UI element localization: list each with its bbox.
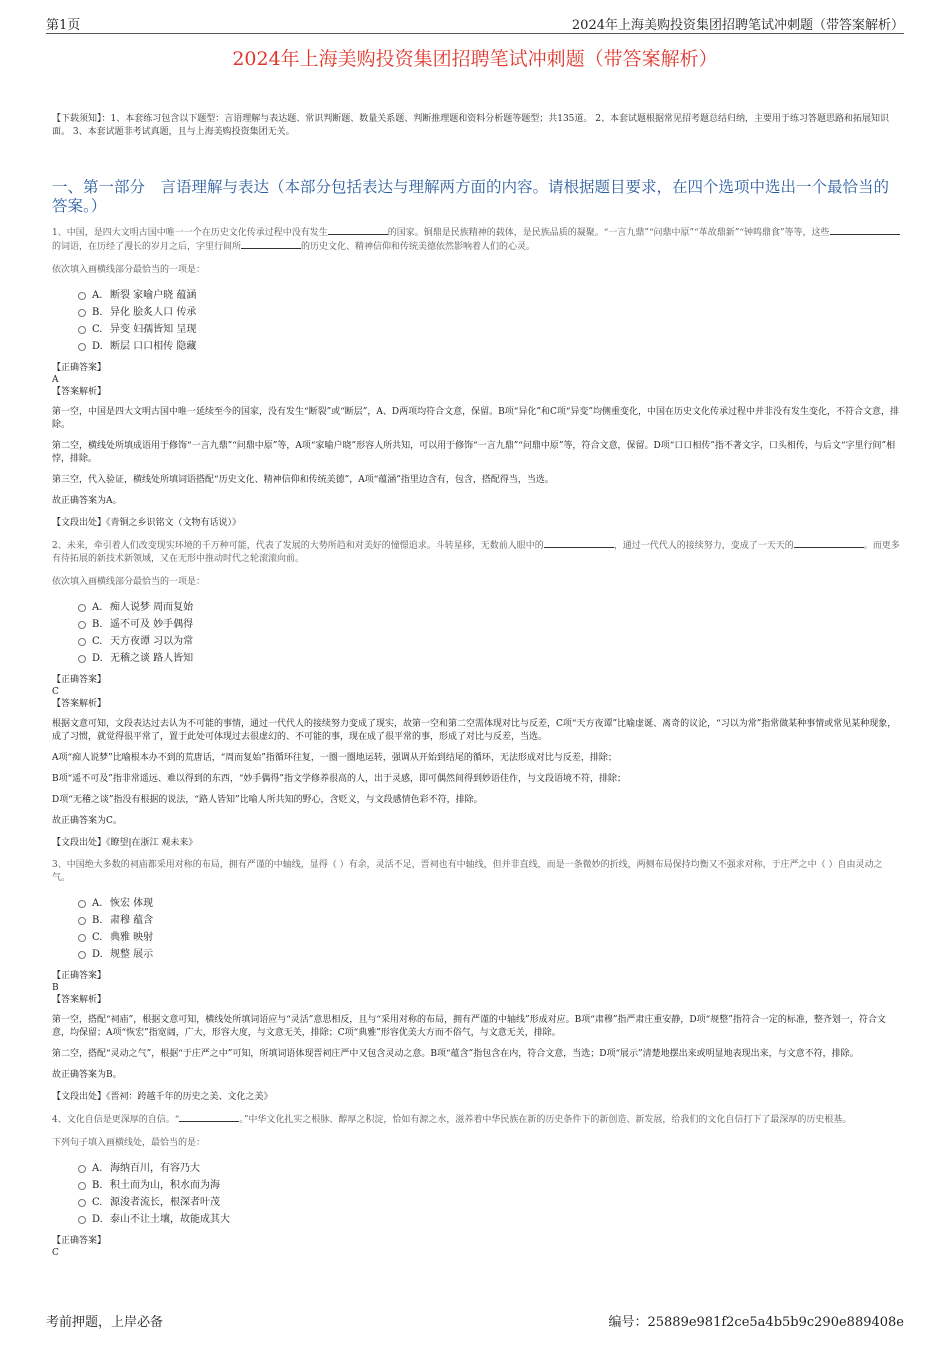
option-list xyxy=(78,895,900,963)
analysis-paragraph: 第一空，中国是四大文明古国中唯一延续至今的国家，没有发生“断裂”或“断层”，A、D两项均符合文意，保留。B项“异化”和C项“异变”均侧重变化，中国在历史文化传承过程中并非没有发生变化，不符合文意，排除。 xyxy=(52,407,900,430)
analysis-paragraph: D项“无稽之谈”指没有根据的说法，“路人皆知”比喻人所共知的野心，含贬义，与文段感情色彩不符，排除。 xyxy=(52,795,483,805)
question-text-part: 的历史文化、精神信仰和传统美德依然影响着人们的心灵。 xyxy=(301,242,536,252)
option-c[interactable] xyxy=(78,1194,900,1211)
option-text: 异化 脍炙人口 传承 xyxy=(110,307,197,318)
question-text xyxy=(52,859,900,885)
option-letter: B. xyxy=(92,915,103,926)
option-d[interactable] xyxy=(78,650,900,667)
correct-answer-label: 【正确答案】 xyxy=(52,675,107,685)
radio-icon[interactable] xyxy=(78,900,86,908)
option-a[interactable] xyxy=(78,287,900,304)
question-text-part: 1、中国，是四大文明古国中唯一一个在历史文化传承过程中没有发生 xyxy=(52,228,328,238)
analysis-paragraph: 故正确答案为B。 xyxy=(52,1070,122,1080)
download-notice: 【下载须知】：1、本套练习包含以下题型：言语理解与表达题、常识判断题、数量关系题、判断推理题和资料分析题等题型；共135道。 2、本套试题根据常见招考题总结归纳，主要用于练习答题思路和拓展知识面。 3、本套试题非考试真题，且与上海美购投资集团无关。 xyxy=(52,114,889,137)
radio-icon[interactable] xyxy=(78,1182,86,1190)
option-letter: C. xyxy=(92,636,103,647)
analysis-paragraph: B项“遥不可及”指非常遥远、难以得到的东西，“妙手偶得”指文学修养很高的人，出于灵感，即可偶然间得到妙语佳作，与文段语境不符，排除； xyxy=(52,774,627,784)
source-citation: 【文段出处】《青铜之乡识铭文（文物有话说）》 xyxy=(52,518,242,528)
document-title: 2024年上海美购投资集团招聘笔试冲刺题（带答案解析） xyxy=(232,48,718,70)
radio-icon[interactable] xyxy=(78,326,86,334)
radio-icon[interactable] xyxy=(78,951,86,959)
option-text: 规整 展示 xyxy=(110,949,154,960)
analysis-paragraph: 故正确答案为C。 xyxy=(52,816,122,826)
option-b[interactable] xyxy=(78,912,900,929)
radio-icon[interactable] xyxy=(78,604,86,612)
option-list xyxy=(78,1160,900,1228)
option-a[interactable] xyxy=(78,599,900,616)
option-text: 无稽之谈 路人皆知 xyxy=(110,653,194,664)
option-text: 天方夜谭 习以为常 xyxy=(110,636,194,647)
section-heading: 一、第一部分 言语理解与表达（本部分包括表达与理解两方面的内容。请根据题目要求，在四个选项中选出一个最恰当的答案。） xyxy=(52,178,890,215)
question-prompt: 依次填入画横线部分最恰当的一项是： xyxy=(52,265,206,275)
analysis-paragraph: 第三空，代入验证，横线处所填词语搭配“历史文化、精神信仰和传统美德”，A项“蕴涵”指里边含有，包含，搭配得当，当选。 xyxy=(52,475,554,485)
analysis-paragraph: 故正确答案为A。 xyxy=(52,496,122,506)
option-text: 泰山不让土壤，故能成其大 xyxy=(110,1214,230,1225)
analysis-label: 【答案解析】 xyxy=(52,699,107,709)
question-text xyxy=(52,539,900,566)
question-text-part: 4、文化自信是更深厚的自信。“ xyxy=(52,1115,180,1125)
answer-blank xyxy=(830,226,900,235)
option-text: 肃穆 蕴含 xyxy=(110,915,154,926)
option-d[interactable] xyxy=(78,1211,900,1228)
option-text: 恢宏 体现 xyxy=(110,898,154,909)
question-text-part: 3、中国绝大多数的祠庙都采用对称的布局，拥有严谨的中轴线，显得（ ）有余，灵活不足，晋祠也有中轴线，但并非直线，而是一条微妙的折线，两侧布局保持均衡又不强求对称，于庄严之中（ ）自由灵动之气。 xyxy=(52,860,883,883)
question-list xyxy=(52,226,900,1259)
option-a[interactable] xyxy=(78,895,900,912)
option-text: 异变 妇孺皆知 呈现 xyxy=(110,324,197,335)
radio-icon[interactable] xyxy=(78,655,86,663)
correct-answer-label: 【正确答案】 xyxy=(52,971,107,981)
header-doc-title: 2024年上海美购投资集团招聘笔试冲刺题（带答案解析） xyxy=(571,18,904,33)
analysis-paragraph: 第一空，搭配“祠庙”，根据文意可知，横线处所填词语应与“灵活”意思相反，且与“采用对称的布局，拥有严谨的中轴线”形成对应。B项“肃穆”指严肃庄重安静，D项“规整”指符合一定的标准，整齐划一，符合文意，均保留；A项“恢宏”指宽阔，广大，形容大度，与文意无关，排除；C项“典雅”形容优美大方而不俗气，与文意无关，排除。 xyxy=(52,1015,886,1038)
answer-blank xyxy=(544,539,614,548)
option-c[interactable] xyxy=(78,929,900,946)
radio-icon[interactable] xyxy=(78,1199,86,1207)
radio-icon[interactable] xyxy=(78,1165,86,1173)
option-letter: C. xyxy=(92,1197,103,1208)
question-1 xyxy=(52,226,900,530)
correct-answer-label: 【正确答案】 xyxy=(52,1236,107,1246)
question-text-part: 2、未来，牵引着人们改变现实环境的千万种可能，代表了发展的大势所趋和对美好的憧憬追求。斗转星移，无数前人眼中的 xyxy=(52,541,544,551)
radio-icon[interactable] xyxy=(78,917,86,925)
question-3 xyxy=(52,859,900,1104)
correct-answer: C xyxy=(52,1248,59,1258)
question-text-part: ，通过一代代人的接续努力，变成了一天天的 xyxy=(613,541,794,551)
option-letter: D. xyxy=(92,653,103,664)
option-letter: D. xyxy=(92,949,103,960)
option-a[interactable] xyxy=(78,1160,900,1177)
option-d[interactable] xyxy=(78,338,900,355)
question-text xyxy=(52,226,900,254)
option-letter: D. xyxy=(92,341,103,352)
page-header xyxy=(46,14,904,34)
option-text: 断层 口口相传 隐藏 xyxy=(110,341,197,352)
option-text: 典雅 映射 xyxy=(110,932,154,943)
option-letter: A. xyxy=(92,290,103,301)
radio-icon[interactable] xyxy=(78,934,86,942)
option-letter: B. xyxy=(92,307,103,318)
option-letter: B. xyxy=(92,619,103,630)
analysis-paragraph: 第二空，横线处所填成语用于修饰“一言九鼎”“问鼎中原”等，A项“家喻户晓”形容人所共知，可以用于修饰“一言九鼎”“问鼎中原”等，符合文意，保留。D项“口口相传”指不著文字，口头相传，与后文“字里行间”相悖，排除。 xyxy=(52,441,896,464)
correct-answer: A xyxy=(52,375,59,385)
correct-answer: C xyxy=(52,687,59,697)
document-id: 编号：25889e981f2ce5a4b5b9c290e889408e xyxy=(608,1315,904,1330)
analysis-label: 【答案解析】 xyxy=(52,995,107,1005)
radio-icon[interactable] xyxy=(78,343,86,351)
answer-blank xyxy=(794,539,864,548)
analysis-paragraph: 根据文意可知，文段表达过去认为不可能的事情，通过一代代人的接续努力变成了现实，故第一空和第二空需体现对比与反差，C项“天方夜谭”比喻虚诞、离奇的议论，“习以为常”指常做某种事情或常见某种现象，成了习惯，就觉得很平常了，置于此处可体现过去很虚幻的、不可能的事，现在成了很平常的事，形成了对比与反差，当选。 xyxy=(52,719,897,742)
footer-slogan: 考前押题，上岸必备 xyxy=(46,1315,164,1330)
option-letter: C. xyxy=(92,324,103,335)
radio-icon[interactable] xyxy=(78,638,86,646)
option-list xyxy=(78,599,900,667)
option-d[interactable] xyxy=(78,946,900,963)
question-text-part: 。而更多有待拓展的新技术新领域，又在无形中推动时代之轮滚滚向前。 xyxy=(52,541,900,564)
question-text-part: 的国家。铜鼎是民族精神的载体，是民族品质的凝聚。“一言九鼎”“问鼎中原”“革故鼎新”“钟鸣鼎食”等等，这些 xyxy=(387,228,830,238)
question-2 xyxy=(52,539,900,850)
option-text: 痴人说梦 周而复始 xyxy=(110,602,194,613)
question-prompt: 下列句子填入画横线处，最恰当的是： xyxy=(52,1138,206,1148)
option-b[interactable] xyxy=(78,304,900,321)
radio-icon[interactable] xyxy=(78,309,86,317)
option-text: 源浚者流长，根深者叶茂 xyxy=(110,1197,220,1208)
page-number: 第1页 xyxy=(46,18,81,33)
answer-blank xyxy=(241,240,301,249)
source-citation: 【文段出处】《瞭望|在浙江 观未来》 xyxy=(52,838,198,848)
radio-icon[interactable] xyxy=(78,1216,86,1224)
correct-answer-label: 【正确答案】 xyxy=(52,363,107,373)
question-text-part: 的词语，在历经了漫长的岁月之后，字里行间所 xyxy=(52,242,242,252)
answer-blank xyxy=(179,1113,239,1122)
radio-icon[interactable] xyxy=(78,292,86,300)
question-prompt: 依次填入画横线部分最恰当的一项是： xyxy=(52,577,206,587)
option-letter: A. xyxy=(92,898,103,909)
option-list xyxy=(78,287,900,355)
source-citation: 【文段出处】《晋祠：跨越千年的历史之美、文化之美》 xyxy=(52,1092,273,1102)
analysis-paragraph: A项“痴人说梦”比喻根本办不到的荒唐话，“周而复始”指循环往复，一圈一圈地运转，强调从开始到结尾的循环，无法形成对比与反差，排除； xyxy=(52,753,617,763)
option-text: 遥不可及 妙手偶得 xyxy=(110,619,194,630)
option-letter: A. xyxy=(92,1163,103,1174)
analysis-label: 【答案解析】 xyxy=(52,387,107,397)
option-text: 海纳百川，有容乃大 xyxy=(110,1163,200,1174)
option-c[interactable] xyxy=(78,321,900,338)
correct-answer: B xyxy=(52,983,59,993)
question-text-part: 。”中华文化扎实之根脉、醇厚之积淀，恰如有源之水，滋养着中华民族在新的历史条件下的新创造、新发展，给我们的文化自信打下了最深厚的历史根基。 xyxy=(239,1115,852,1125)
option-letter: C. xyxy=(92,932,103,943)
option-b[interactable] xyxy=(78,1177,900,1194)
option-b[interactable] xyxy=(78,616,900,633)
answer-blank xyxy=(328,226,388,235)
option-letter: D. xyxy=(92,1214,103,1225)
question-text xyxy=(52,1113,900,1127)
option-c[interactable] xyxy=(78,633,900,650)
question-4 xyxy=(52,1113,900,1259)
analysis-paragraph: 第二空，搭配“灵动之气”，根据“于庄严之中”可知，所填词语体现晋祠庄严中又包含灵动之意。B项“蕴含”指包含在内，符合文意，当选；D项“展示”清楚地摆出来或明显地表现出来，与文意不符，排除。 xyxy=(52,1049,859,1059)
option-letter: A. xyxy=(92,602,103,613)
radio-icon[interactable] xyxy=(78,621,86,629)
option-letter: B. xyxy=(92,1180,103,1191)
option-text: 断裂 家喻户晓 蕴涵 xyxy=(110,290,197,301)
option-text: 积土而为山，积水而为海 xyxy=(110,1180,220,1191)
